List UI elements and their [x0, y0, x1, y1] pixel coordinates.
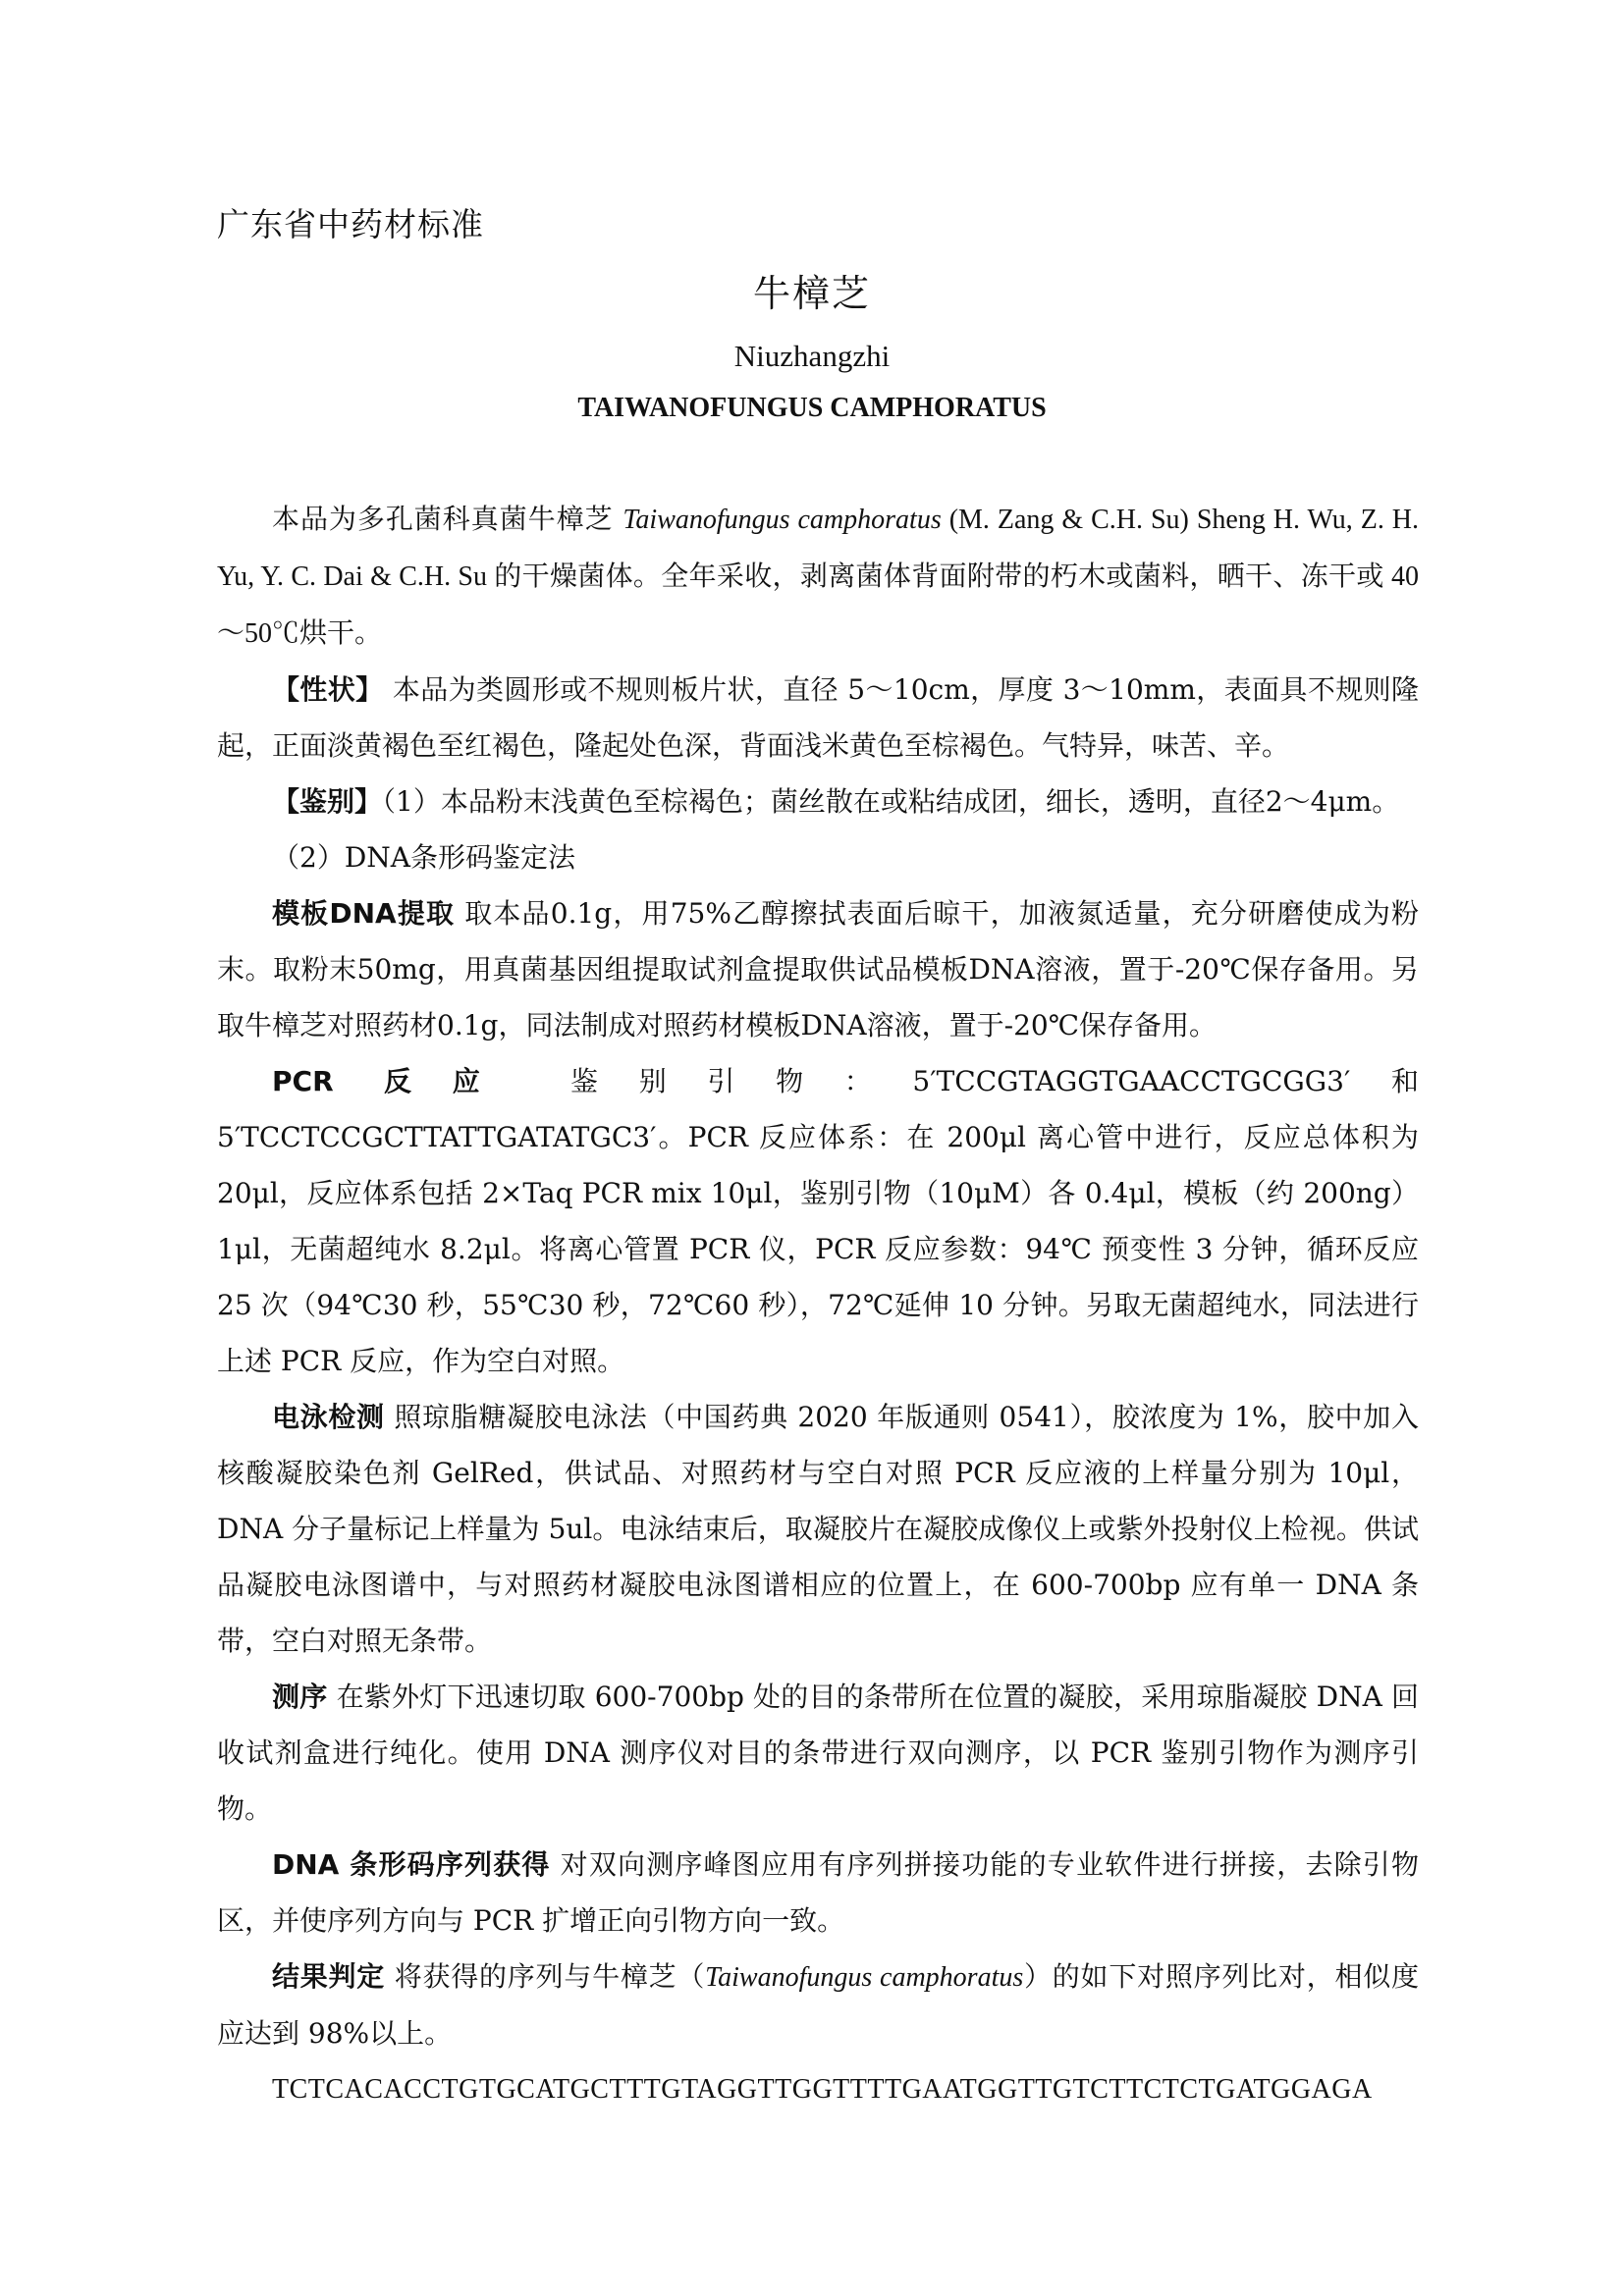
template-dna-label: 模板DNA提取 — [272, 897, 456, 930]
reference-sequence: TCTCACACCTGTGCATGCTTTGTAGGTTGGTTTTGAATGGTTGTCTTCTCTGATGGAGA — [272, 2074, 1373, 2105]
latin-name: TAIWANOFUNGUS CAMPHORATUS — [577, 393, 1047, 423]
description-text: 本品为类圆形或不规则板片状，直径 5～10cm，厚度 3～10mm，表面具不规则隆起，正面淡黄褐色至红褐色，隆起处色深，背面浅米黄色至棕褐色。气特异，味苦、辛。 — [217, 673, 1419, 762]
barcode-paragraph — [217, 1837, 1419, 1949]
result-text-a: 将获得的序列与牛樟芝（ — [385, 1960, 706, 1993]
pinyin-name: Niuzhangzhi — [733, 339, 891, 373]
result-text-b: ）的如下对照序列比对，相似度应达到 98%以上。 — [217, 1960, 1419, 2050]
template-dna-text: 取本品0.1g，用75%乙醇擦拭表面后晾干，加液氮适量，充分研磨使成为粉末。取粉末50mg，用真菌基因组提取试剂盒提取供试品模板DNA溶液，置于-20℃保存备用。另取牛樟芝对照药材0.1g，同法制成对照药材模板DNA溶液，置于-20℃保存备用。 — [217, 897, 1419, 1041]
pcr-label: PCR 反应 — [272, 1065, 521, 1097]
result-paragraph — [217, 1949, 1419, 2061]
sequencing-label: 测序 — [272, 1681, 328, 1713]
description-label: 【性状】 — [272, 673, 384, 706]
monograph-body — [217, 491, 1419, 2117]
identification-paragraph — [217, 774, 1419, 829]
result-label: 结果判定 — [272, 1960, 386, 1993]
barcode-label: DNA 条形码序列获得 — [272, 1848, 551, 1881]
barcode-text: 对双向测序峰图应用有序列拼接功能的专业软件进行拼接，去除引物区，并使序列方向与 PCR 扩增正向引物方向一致。 — [217, 1848, 1419, 1937]
sequencing-paragraph — [217, 1669, 1419, 1837]
intro-paragraph — [217, 491, 1419, 662]
identification-text: （1）本品粉末浅黄色至棕褐色；菌丝散在或粘结成团，细长，透明，直径2～4μm。 — [382, 785, 1400, 818]
intro-species: Taiwanofungus camphoratus — [623, 505, 942, 535]
intro-text-b: (M. Zang & C.H. Su) Sheng H. Wu, Z. H. Yu, Y. C. Dai & C.H. Su 的干燥菌体。全年采收，剥离菌体背面附带的朽木或菌料，晒干、冻干或 40～50℃烘干。 — [217, 505, 1420, 649]
template-dna-paragraph — [217, 885, 1419, 1053]
result-species: Taiwanofungus camphoratus — [705, 1962, 1024, 1993]
dna-method-heading: （2）DNA条形码鉴定法 — [272, 841, 575, 874]
electrophoresis-text: 照琼脂糖凝胶电泳法（中国药典 2020 年版通则 0541），胶浓度为 1%，胶中加入核酸凝胶染色剂 GelRed，供试品、对照药材与空白对照 PCR 反应液的上样量分别为 10μl，DNA 分子量标记上样量为 5ul。电泳结束后，取凝胶片在凝胶成像仪上或紫外投射仪上检视。供试品凝胶电泳图谱中，与对照药材凝胶电泳图谱相应的位置上，在 600-700bp 应有单一 DNA 条带，空白对照无条带。 — [217, 1401, 1419, 1657]
description-paragraph — [217, 662, 1419, 774]
electrophoresis-label: 电泳检测 — [272, 1401, 385, 1433]
page-title: 牛樟芝 — [752, 272, 871, 315]
sequencing-text: 在紫外灯下迅速切取 600-700bp 处的目的条带所在位置的凝胶，采用琼脂凝胶 DNA 回收试剂盒进行纯化。使用 DNA 测序仪对目的条带进行双向测序，以 PCR 鉴别引物作为测序引物。 — [217, 1681, 1419, 1825]
intro-text-a: 本品为多孔菌科真菌牛樟芝 — [272, 503, 623, 535]
standard-header: 广东省中药材标准 — [217, 205, 484, 243]
pcr-paragraph — [217, 1053, 1419, 1389]
pcr-text: 鉴别引物：5′TCCGTAGGTGAACCTGCGG3′和 5′TCCTCCGCTTATTGATATGC3′。PCR 反应体系：在 200μl 离心管中进行，反应总体积为 20μl，反应体系包括 2×Taq PCR mix 10μl，鉴别引物（10μM）各 0.4μl，模板（约 200ng）1μl，无菌超纯水 8.2μl。将离心管置 PCR 仪，PCR 反应参数：94℃ 预变性 3 分钟，循环反应 25 次（94℃30 秒，55℃30 秒，72℃60 秒），72℃延伸 10 分钟。另取无菌超纯水，同法进行上述 PCR 反应，作为空白对照。 — [217, 1065, 1419, 1377]
identification-label: 【鉴别】 — [272, 785, 383, 818]
electrophoresis-paragraph — [217, 1389, 1419, 1669]
